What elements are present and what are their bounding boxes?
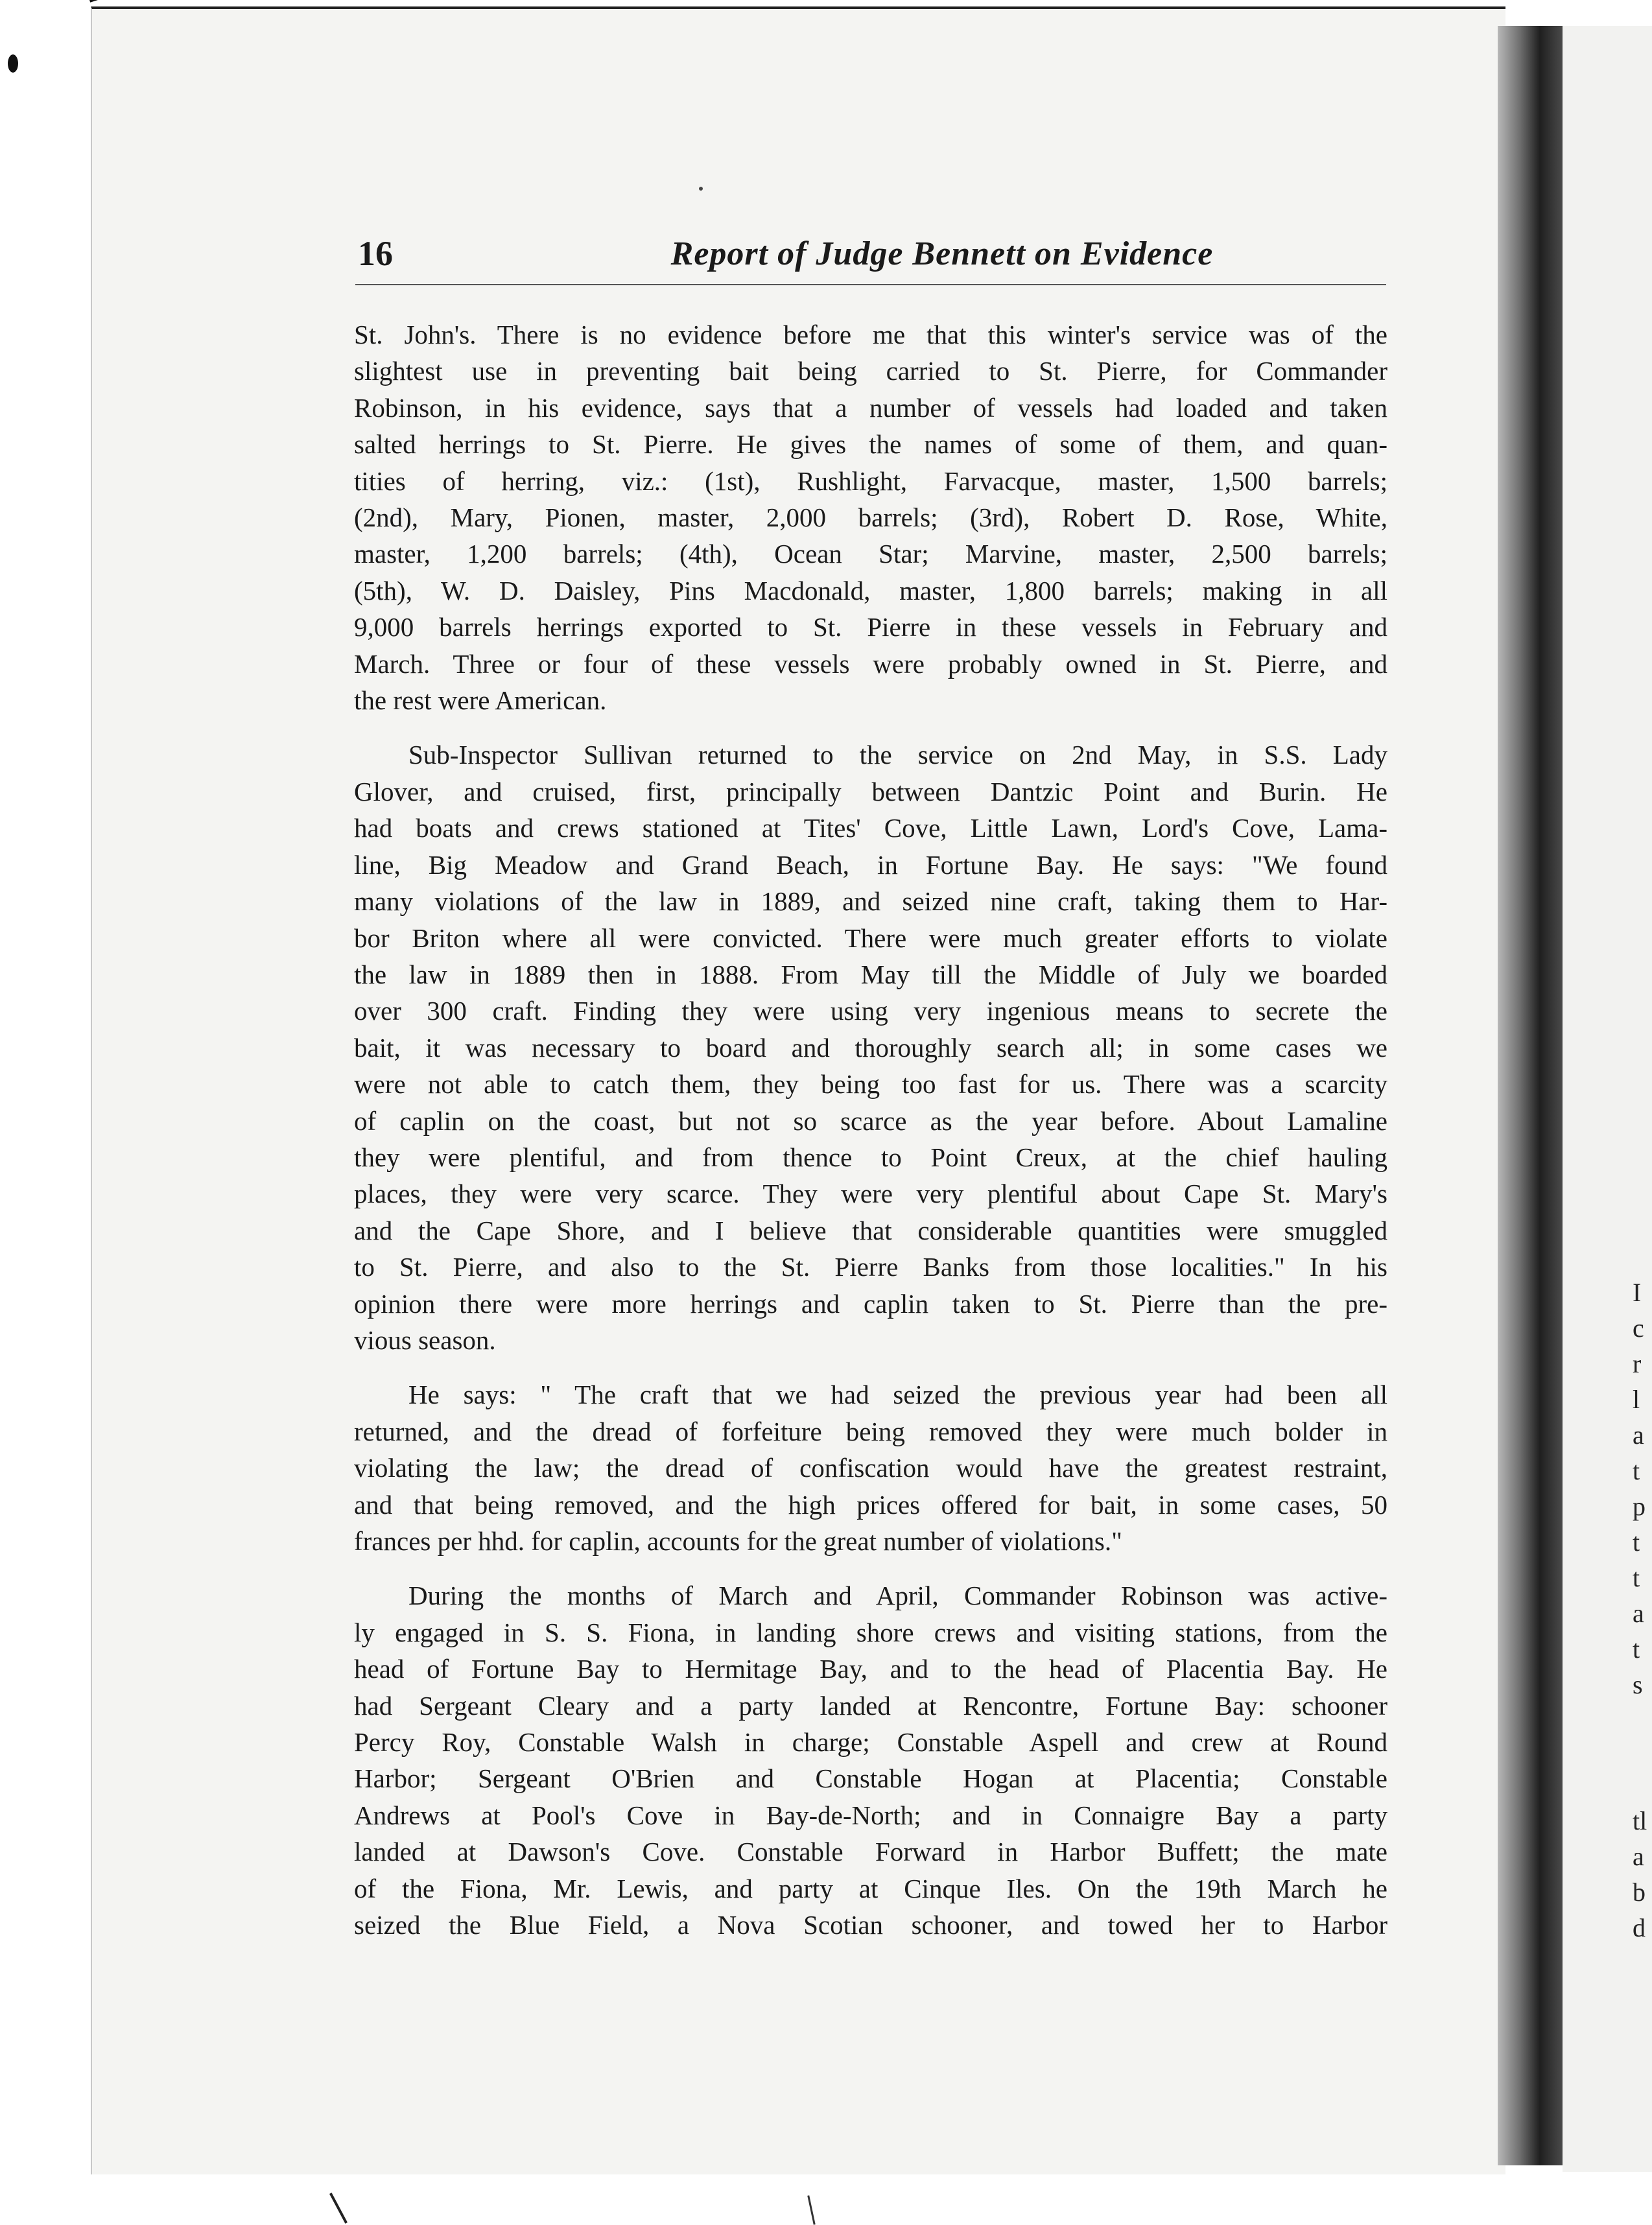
text-line: head of Fortune Bay to Hermitage Bay, and to the head of Placentia Bay. He — [354, 1654, 1387, 1684]
text-line: they were plentiful, and from thence to Point Creux, at the chief hauling — [354, 1142, 1387, 1172]
facing-page-fragment: I — [1633, 1278, 1642, 1307]
text-line: bor Briton where all were convicted. There were much greater efforts to violate — [354, 923, 1387, 953]
text-line: seized the Blue Field, a Nova Scotian schooner, and towed her to Harbor — [354, 1910, 1387, 1940]
text-line: tities of herring, viz.: (1st), Rushlight, Farvacque, master, 1,500 barrels; — [354, 465, 1387, 496]
facing-page-fragment: p — [1633, 1492, 1646, 1521]
book-spine-shadow — [1498, 26, 1563, 2165]
running-header — [355, 231, 1386, 285]
text-line: Robinson, in his evidence, says that a number of vessels had loaded and taken — [354, 392, 1387, 423]
text-line: the rest were American. — [354, 685, 607, 716]
text-line: Percy Roy, Constable Walsh in charge; Constable Aspell and crew at Round — [354, 1727, 1387, 1758]
running-title: Report of Judge Bennett on Evidence — [670, 235, 1214, 272]
scan-scratch — [807, 2195, 815, 2225]
text-line: Sub-Inspector Sullivan returned to the service on 2nd May, in S.S. Lady — [408, 740, 1387, 770]
paragraph — [354, 1376, 1387, 1559]
page-speck — [699, 187, 703, 191]
text-line: bait, it was necessary to board and thoroughly search all; in some cases we — [354, 1032, 1387, 1063]
text-line: had Sergeant Cleary and a party landed at Rencontre, Fortune Bay: schooner — [354, 1690, 1387, 1721]
text-line: many violations of the law in 1889, and seized nine craft, taking them to Har- — [354, 886, 1387, 917]
paragraph — [354, 736, 1387, 1358]
text-line: of caplin on the coast, but not so scarce as the year before. About Lamaline — [354, 1105, 1387, 1136]
text-line: had boats and crews stationed at Tites' Cove, Little Lawn, Lord's Cove, Lama- — [354, 813, 1387, 843]
facing-page-edge — [1563, 26, 1652, 2172]
text-line: vious season. — [354, 1324, 496, 1355]
text-line: landed at Dawson's Cove. Constable Forward in Harbor Buffett; the mate — [354, 1837, 1387, 1867]
facing-page-fragment: tl — [1633, 1806, 1647, 1835]
facing-page-fragment: s — [1633, 1670, 1643, 1699]
text-line: (5th), W. D. Daisley, Pins Macdonald, master, 1,800 barrels; making in all — [354, 575, 1387, 606]
paragraph — [354, 1577, 1387, 1943]
paragraph — [354, 316, 1387, 718]
text-line: of the Fiona, Mr. Lewis, and party at Cinque Iles. On the 19th March he — [354, 1873, 1387, 1903]
text-line: Glover, and cruised, first, principally between Dantzic Point and Burin. He — [354, 776, 1387, 806]
text-line: March. Three or four of these vessels were probably owned in St. Pierre, and — [354, 648, 1387, 679]
text-line: master, 1,200 barrels; (4th), Ocean Star; Marvine, master, 2,500 barrels; — [354, 539, 1387, 569]
text-line: He says: " The craft that we had seized the previous year had been all — [408, 1380, 1387, 1410]
facing-page-fragment: t — [1633, 1563, 1640, 1592]
text-line: places, they were very scarce. They were very plentiful about Cape St. Mary's — [354, 1179, 1387, 1209]
text-line: to St. Pierre, and also to the St. Pierre Banks from those localities." In his — [354, 1252, 1387, 1282]
text-line: and the Cape Shore, and I believe that considerable quantities were smuggled — [354, 1215, 1387, 1245]
facing-page-fragment: t — [1633, 1527, 1640, 1557]
page-number: 16 — [358, 234, 393, 273]
text-line: Andrews at Pool's Cove in Bay-de-North; and in Connaigre Bay a party — [354, 1800, 1387, 1830]
text-line: (2nd), Mary, Pionen, master, 2,000 barrels; (3rd), Robert D. Rose, White, — [354, 502, 1387, 533]
text-line: and that being removed, and the high prices offered for bait, in some cases, 50 — [354, 1489, 1387, 1520]
facing-page-fragment: c — [1633, 1313, 1644, 1343]
text-line: 9,000 barrels herrings exported to St. Pierre in these vessels in February and — [354, 612, 1387, 642]
facing-page-fragment: l — [1633, 1385, 1640, 1414]
text-line: ly engaged in S. S. Fiona, in landing shore crews and visiting stations, from the — [354, 1617, 1387, 1647]
text-line: slightest use in preventing bait being carried to St. Pierre, for Commander — [354, 356, 1387, 386]
facing-page-fragment: d — [1633, 1913, 1646, 1942]
facing-page-fragment: a — [1633, 1842, 1644, 1871]
text-line: the law in 1889 then in 1888. From May till the Middle of July we boarded — [354, 959, 1387, 989]
text-line: salted herrings to St. Pierre. He gives the names of some of them, and quan- — [354, 429, 1387, 460]
text-line: opinion there were more herrings and caplin taken to St. Pierre than the pre- — [354, 1288, 1387, 1319]
text-line: Harbor; Sergeant O'Brien and Constable Hogan at Placentia; Constable — [354, 1763, 1387, 1794]
facing-page-fragment: t — [1633, 1456, 1640, 1485]
left-margin-blot — [8, 54, 18, 73]
text-line: frances per hhd. for caplin, accounts for the great number of violations." — [354, 1526, 1122, 1556]
facing-page-fragment: a — [1633, 1599, 1644, 1628]
text-line: were not able to catch them, they being too fast for us. There was a scarcity — [354, 1069, 1387, 1100]
text-line: violating the law; the dread of confiscation would have the greatest restraint, — [354, 1453, 1387, 1483]
text-line: line, Big Meadow and Grand Beach, in Fortune Bay. He says: "We found — [354, 849, 1387, 880]
facing-page-fragment: a — [1633, 1420, 1644, 1450]
body-text — [354, 316, 1387, 1961]
facing-page-fragment: r — [1633, 1349, 1642, 1378]
text-line: St. John's. There is no evidence before me that this winter's service was of the — [354, 320, 1387, 349]
facing-page-fragment: b — [1633, 1878, 1646, 1907]
scan-scratch — [329, 2193, 348, 2224]
text-line: During the months of March and April, Commander Robinson was active- — [408, 1581, 1387, 1611]
text-line: returned, and the dread of forfeiture being removed they were much bolder in — [354, 1416, 1387, 1446]
facing-page-fragment: t — [1633, 1634, 1640, 1664]
text-line: over 300 craft. Finding they were using very ingenious means to secrete the — [354, 996, 1387, 1026]
